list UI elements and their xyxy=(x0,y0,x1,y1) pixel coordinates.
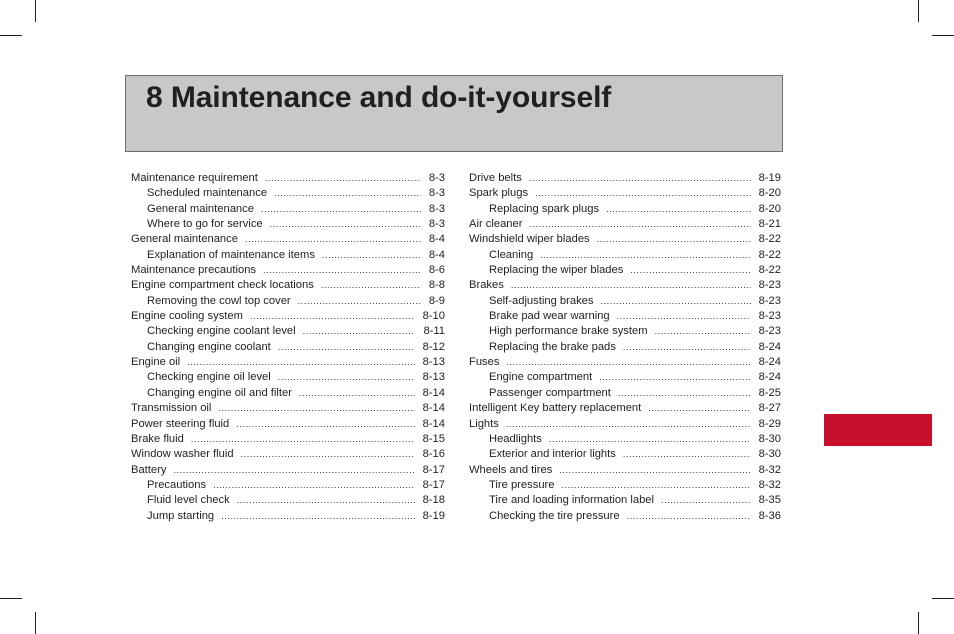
toc-leader-dots xyxy=(617,309,751,324)
toc-entry[interactable] xyxy=(469,232,781,247)
toc-entry[interactable] xyxy=(469,309,781,324)
toc-entry-label: Cleaning xyxy=(489,248,534,261)
chapter-title-box xyxy=(125,75,783,152)
toc-leader-dots xyxy=(221,509,414,524)
toc-column-right xyxy=(469,171,781,524)
toc-entry-page: 8-17 xyxy=(422,463,445,476)
toc-leader-dots xyxy=(322,248,421,263)
toc-entry-page: 8-35 xyxy=(758,494,781,507)
toc-entry[interactable] xyxy=(131,309,445,324)
toc-entry-label: Brake fluid xyxy=(131,432,184,445)
toc-entry-label: Removing the cowl top cover xyxy=(147,294,291,307)
toc-entry[interactable] xyxy=(131,463,445,478)
toc-entry-label: Windshield wiper blades xyxy=(469,233,590,246)
toc-leader-dots xyxy=(191,432,415,447)
toc-entry[interactable] xyxy=(469,202,781,217)
toc-leader-dots xyxy=(218,401,414,416)
toc-entry[interactable] xyxy=(469,478,781,493)
toc-entry-page: 8-21 xyxy=(758,218,781,231)
toc-leader-dots xyxy=(597,232,751,247)
toc-entry[interactable] xyxy=(469,171,781,186)
toc-entry-page: 8-32 xyxy=(758,463,781,476)
toc-entry-page: 8-24 xyxy=(758,371,781,384)
toc-leader-dots xyxy=(274,186,421,201)
toc-entry[interactable] xyxy=(131,386,445,401)
toc-entry-label: Replacing the wiper blades xyxy=(489,264,624,277)
toc-entry[interactable] xyxy=(469,355,781,370)
toc-entry[interactable] xyxy=(469,324,781,339)
toc-entry-label: Wheels and tires xyxy=(469,463,553,476)
toc-leader-dots xyxy=(535,186,751,201)
toc-entry-label: Drive belts xyxy=(469,172,522,184)
toc-entry-page: 8-30 xyxy=(758,448,781,461)
toc-entry[interactable] xyxy=(131,417,445,432)
crop-mark-top-left-vertical xyxy=(35,0,36,22)
toc-entry[interactable] xyxy=(131,171,445,186)
toc-entry-label: Checking engine coolant level xyxy=(147,325,296,338)
toc-entry-page: 8-6 xyxy=(428,264,445,277)
toc-entry-page: 8-14 xyxy=(422,417,445,430)
toc-entry-label: Explanation of maintenance items xyxy=(147,248,315,261)
toc-entry[interactable] xyxy=(469,278,781,293)
toc-entry-page: 8-23 xyxy=(758,325,781,338)
toc-entry-label: Transmission oil xyxy=(131,402,212,415)
toc-leader-dots xyxy=(623,447,751,462)
toc-entry-label: Intelligent Key battery replacement xyxy=(469,402,642,415)
toc-entry-page: 8-25 xyxy=(758,386,781,399)
toc-entry[interactable] xyxy=(469,432,781,447)
toc-leader-dots xyxy=(278,370,415,385)
toc-entry[interactable] xyxy=(131,432,445,447)
toc-leader-dots xyxy=(506,355,750,370)
toc-entry-label: General maintenance xyxy=(131,233,238,246)
toc-entry[interactable] xyxy=(469,463,781,478)
toc-leader-dots xyxy=(529,217,750,232)
crop-mark-top-right-vertical xyxy=(918,0,919,22)
toc-leader-dots xyxy=(600,294,750,309)
toc-entry-label: Replacing spark plugs xyxy=(489,202,600,215)
toc-entry-label: Engine oil xyxy=(131,356,181,369)
toc-entry[interactable] xyxy=(131,248,445,263)
toc-leader-dots xyxy=(250,309,415,324)
toc-entry[interactable] xyxy=(469,386,781,401)
toc-entry-label: Air cleaner xyxy=(469,218,523,231)
toc-entry-page: 8-23 xyxy=(758,294,781,307)
toc-entry-page: 8-22 xyxy=(758,264,781,277)
toc-entry-page: 8-3 xyxy=(428,202,445,215)
toc-leader-dots xyxy=(511,278,751,293)
toc-entry-label: General maintenance xyxy=(147,202,254,215)
toc-entry-page: 8-24 xyxy=(758,356,781,369)
toc-entry[interactable] xyxy=(131,447,445,462)
toc-entry-label: Fuses xyxy=(469,356,500,369)
toc-leader-dots xyxy=(278,340,415,355)
toc-entry-label: Engine cooling system xyxy=(131,310,243,323)
toc-entry-page: 8-27 xyxy=(758,402,781,415)
toc-entry-page: 8-3 xyxy=(428,218,445,231)
toc-entry-label: Changing engine coolant xyxy=(147,340,271,353)
toc-leader-dots xyxy=(655,324,751,339)
toc-entry-page: 8-20 xyxy=(758,187,781,200)
toc-entry-label: Scheduled maintenance xyxy=(147,187,268,200)
toc-entry-page: 8-20 xyxy=(758,202,781,215)
toc-entry-page: 8-32 xyxy=(758,478,781,491)
toc-entry-label: Battery xyxy=(131,463,167,476)
toc-leader-dots xyxy=(173,463,414,478)
toc-entry-page: 8-23 xyxy=(758,310,781,323)
chapter-thumb-tab xyxy=(824,414,932,446)
toc-entry[interactable] xyxy=(469,370,781,385)
toc-entry[interactable] xyxy=(469,340,781,355)
toc-leader-dots xyxy=(299,386,415,401)
toc-entry-page: 8-22 xyxy=(758,248,781,261)
toc-entry[interactable] xyxy=(131,509,445,524)
toc-entry[interactable] xyxy=(469,447,781,462)
toc-entry-label: Tire pressure xyxy=(489,478,555,491)
toc-entry-label: Brake pad wear warning xyxy=(489,310,610,323)
toc-leader-dots xyxy=(630,263,750,278)
toc-entry[interactable] xyxy=(469,294,781,309)
toc-leader-dots xyxy=(236,417,414,432)
toc-entry-label: Jump starting xyxy=(147,509,215,522)
toc-leader-dots xyxy=(623,340,751,355)
toc-entry-label: Checking the tire pressure xyxy=(489,509,620,522)
toc-entry[interactable] xyxy=(469,186,781,201)
toc-leader-dots xyxy=(627,509,751,524)
toc-entry-page: 8-3 xyxy=(428,187,445,200)
toc-entry[interactable] xyxy=(131,232,445,247)
toc-leader-dots xyxy=(241,447,415,462)
toc-entry-page: 8-36 xyxy=(758,509,781,522)
toc-leader-dots xyxy=(270,217,421,232)
toc-entry-label: Checking engine oil level xyxy=(147,371,271,384)
toc-leader-dots xyxy=(648,401,750,416)
crop-mark-bottom-left-vertical xyxy=(35,612,36,634)
toc-entry-page: 8-30 xyxy=(758,432,781,445)
toc-leader-dots xyxy=(187,355,414,370)
toc-entry[interactable] xyxy=(131,401,445,416)
toc-entry-label: Self-adjusting brakes xyxy=(489,294,594,307)
toc-entry-label: Window washer fluid xyxy=(131,448,234,461)
toc-leader-dots xyxy=(599,370,750,385)
toc-entry-page: 8-10 xyxy=(422,310,445,323)
chapter-title: 8 Maintenance and do-it-yourself xyxy=(146,81,612,114)
toc-entry-label: Maintenance requirement xyxy=(131,172,258,184)
toc-leader-dots xyxy=(540,248,750,263)
toc-entry[interactable] xyxy=(131,493,445,508)
toc-entry-page: 8-16 xyxy=(422,448,445,461)
crop-mark-top-right-horizontal xyxy=(932,35,954,36)
toc-leader-dots xyxy=(263,263,421,278)
toc-entry-label: Power steering fluid xyxy=(131,417,230,430)
toc-entry-label: Replacing the brake pads xyxy=(489,340,616,353)
toc-entry[interactable] xyxy=(131,355,445,370)
toc-leader-dots xyxy=(562,478,751,493)
toc-entry-page: 8-19 xyxy=(758,172,781,184)
toc-leader-dots xyxy=(606,202,751,217)
toc-entry-page: 8-4 xyxy=(428,233,445,246)
toc-entry-page: 8-11 xyxy=(423,325,445,338)
toc-leader-dots xyxy=(261,202,421,217)
toc-entry-page: 8-15 xyxy=(422,432,445,445)
toc-entry-label: High performance brake system xyxy=(489,325,648,338)
toc-entry[interactable] xyxy=(131,202,445,217)
toc-entry[interactable] xyxy=(469,493,781,508)
toc-entry-page: 8-9 xyxy=(428,294,445,307)
toc-leader-dots xyxy=(618,386,751,401)
toc-column-left xyxy=(131,171,445,524)
toc-entry-label: Engine compartment check locations xyxy=(131,279,314,292)
toc-leader-dots xyxy=(213,478,415,493)
toc-entry-page: 8-17 xyxy=(422,478,445,491)
toc-entry-page: 8-18 xyxy=(422,494,445,507)
toc-entry-label: Brakes xyxy=(469,279,504,292)
toc-entry-page: 8-23 xyxy=(758,279,781,292)
toc-leader-dots xyxy=(245,232,421,247)
toc-entry-page: 8-13 xyxy=(422,371,445,384)
toc-leader-dots xyxy=(298,294,421,309)
toc-leader-dots xyxy=(529,171,751,186)
toc-entry-page: 8-29 xyxy=(758,417,781,430)
toc-leader-dots xyxy=(559,463,750,478)
toc-entry-label: Fluid level check xyxy=(147,494,230,507)
crop-mark-bottom-right-vertical xyxy=(918,612,919,634)
toc-entry[interactable] xyxy=(469,248,781,263)
toc-entry-page: 8-3 xyxy=(428,172,445,184)
toc-entry[interactable] xyxy=(469,417,781,432)
toc-entry[interactable] xyxy=(469,509,781,524)
toc-leader-dots xyxy=(321,278,421,293)
crop-mark-bottom-left-horizontal xyxy=(0,598,22,599)
toc-entry-page: 8-22 xyxy=(758,233,781,246)
toc-entry[interactable] xyxy=(131,294,445,309)
toc-entry-label: Where to go for service xyxy=(147,218,263,231)
crop-mark-top-left-horizontal xyxy=(0,35,22,36)
toc-entry-page: 8-8 xyxy=(428,279,445,292)
toc-entry[interactable] xyxy=(469,217,781,232)
toc-entry[interactable] xyxy=(131,340,445,355)
toc-leader-dots xyxy=(237,493,415,508)
toc-entry-label: Exterior and interior lights xyxy=(489,448,616,461)
toc-entry[interactable] xyxy=(469,401,781,416)
toc-entry-label: Passenger compartment xyxy=(489,386,611,399)
toc-entry-label: Tire and loading information label xyxy=(489,494,655,507)
toc-entry-label: Changing engine oil and filter xyxy=(147,386,292,399)
toc-entry[interactable] xyxy=(131,186,445,201)
toc-leader-dots xyxy=(506,417,751,432)
toc-leader-dots xyxy=(661,493,751,508)
toc-leader-dots xyxy=(303,324,416,339)
toc-entry[interactable] xyxy=(131,263,445,278)
toc-entry-page: 8-13 xyxy=(422,356,445,369)
toc-entry-label: Maintenance precautions xyxy=(131,264,257,277)
toc-entry-label: Engine compartment xyxy=(489,371,593,384)
toc-entry[interactable] xyxy=(131,217,445,232)
toc-entry-page: 8-4 xyxy=(428,248,445,261)
toc-entry-page: 8-14 xyxy=(422,386,445,399)
toc-entry[interactable] xyxy=(469,263,781,278)
toc-entry[interactable] xyxy=(131,324,445,339)
toc-entry-label: Spark plugs xyxy=(469,187,529,200)
toc-entry[interactable] xyxy=(131,278,445,293)
toc-leader-dots xyxy=(549,432,751,447)
toc-entry[interactable] xyxy=(131,370,445,385)
toc-entry-page: 8-19 xyxy=(422,509,445,522)
toc-entry-page: 8-24 xyxy=(758,340,781,353)
toc-entry-label: Lights xyxy=(469,417,499,430)
toc-entry[interactable] xyxy=(131,478,445,493)
toc-entry-page: 8-12 xyxy=(422,340,445,353)
toc-leader-dots xyxy=(265,171,421,186)
toc-entry-label: Precautions xyxy=(147,478,207,491)
toc-entry-label: Headlights xyxy=(489,432,542,445)
crop-mark-bottom-right-horizontal xyxy=(932,598,954,599)
toc-entry-page: 8-14 xyxy=(422,402,445,415)
